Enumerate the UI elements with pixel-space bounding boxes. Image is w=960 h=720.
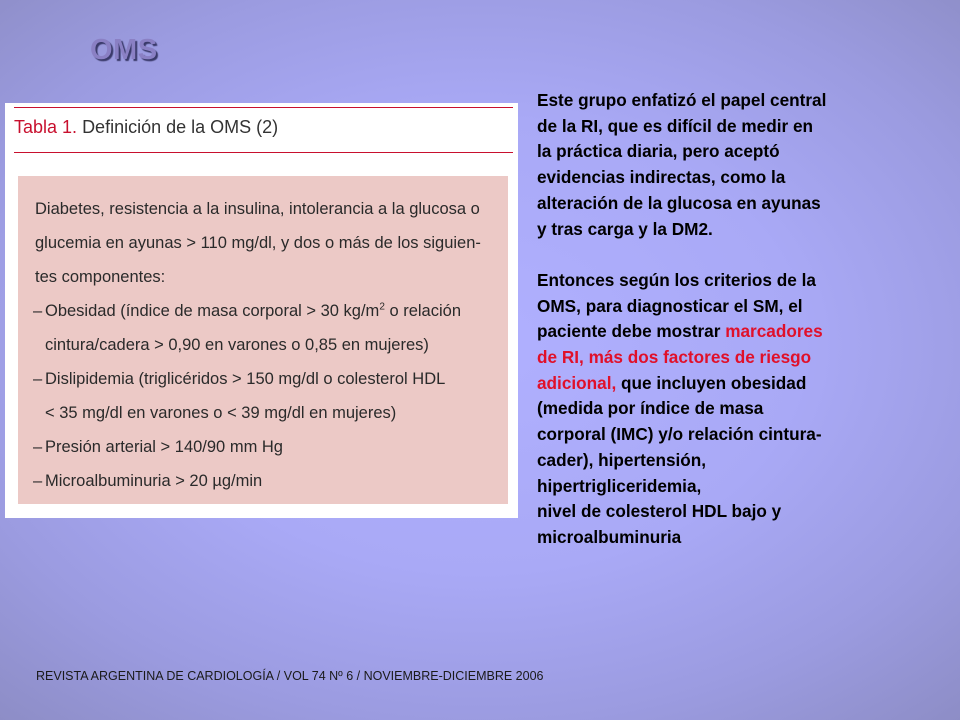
bullet-dash: – [33, 302, 43, 320]
table-top-rule [14, 107, 513, 108]
text-line: hipertrigliceridemia, [537, 475, 702, 496]
table-item-continuation: cintura/cadera > 0,90 en varones o 0,85 en mujeres) [45, 336, 429, 354]
slide-title: OMS [90, 34, 158, 66]
text-line: cader), hipertensión, [537, 449, 707, 470]
text-line: y tras carga y la DM2. [537, 218, 713, 239]
text-line: evidencias indirectas, como la [537, 167, 786, 188]
bullet-dash: – [33, 472, 43, 490]
table-item-text: Presión arterial > 140/90 mm Hg [45, 438, 283, 456]
table-body [18, 176, 508, 504]
highlighted-text: de RI, más dos factores de riesgo [537, 347, 812, 368]
text-line: (medida por índice de masa [537, 398, 764, 419]
text-line: alteración de la glucosa en ayunas [537, 192, 821, 213]
table-intro-line: Diabetes, resistencia a la insulina, intolerancia a la glucosa o [35, 200, 480, 218]
text-line: Este grupo enfatizó el papel central [537, 90, 827, 110]
table-caption-text: Definición de la OMS (2) [82, 117, 279, 137]
table-item-microalbuminuria [35, 464, 508, 498]
bullet-dash: – [33, 370, 43, 388]
table-item-text: Microalbuminuria > 20 µg/min [45, 472, 263, 490]
table-caption-label: Tabla 1. [14, 117, 78, 137]
bullet-dash: – [33, 438, 43, 456]
text-line: corporal (IMC) y/o relación cintura- [537, 424, 822, 445]
table-intro-line: glucemia en ayunas > 110 mg/dl, y dos o más de los siguien- [35, 234, 481, 252]
text-line: nivel de colesterol HDL bajo y [537, 501, 782, 522]
text-line: microalbuminuria [537, 526, 682, 547]
table-item-text: Obesidad (índice de masa corporal > 30 kg/m [45, 302, 380, 320]
table-item-obesidad [35, 294, 508, 328]
table-image [5, 103, 518, 518]
highlighted-text: marcadores [725, 321, 823, 342]
side-text [537, 88, 907, 551]
paragraph-2 [537, 268, 907, 551]
table-item-superscript: 2 [379, 301, 385, 313]
text-line: paciente debe mostrar [537, 321, 726, 342]
text-line: la práctica diaria, pero aceptó [537, 141, 780, 162]
paragraph-1 [537, 88, 907, 242]
text-line: OMS, para diagnosticar el SM, el [537, 295, 803, 316]
table-intro-line: tes componentes: [35, 268, 166, 286]
table-item-continuation: < 35 mg/dl en varones o < 39 mg/dl en mujeres) [45, 404, 397, 422]
footer-citation: REVISTA ARGENTINA DE CARDIOLOGÍA / VOL 74 Nº 6 / NOVIEMBRE-DICIEMBRE 2006 [36, 669, 544, 683]
text-line: de la RI, que es difícil de medir en [537, 115, 814, 136]
table-caption [14, 117, 278, 138]
table-caption-rule [14, 152, 513, 153]
table-item-text: Dislipidemia (triglicéridos > 150 mg/dl o colesterol HDL [45, 370, 446, 388]
table-item-text: o relación [384, 302, 462, 320]
text-line: Entonces según los criterios de la [537, 269, 816, 290]
table-item-presion [35, 430, 508, 464]
highlighted-text: adicional, [537, 372, 617, 393]
table-item-dislipidemia [35, 362, 508, 396]
text-line: que incluyen obesidad [616, 372, 807, 393]
paragraph-gap [537, 242, 907, 268]
